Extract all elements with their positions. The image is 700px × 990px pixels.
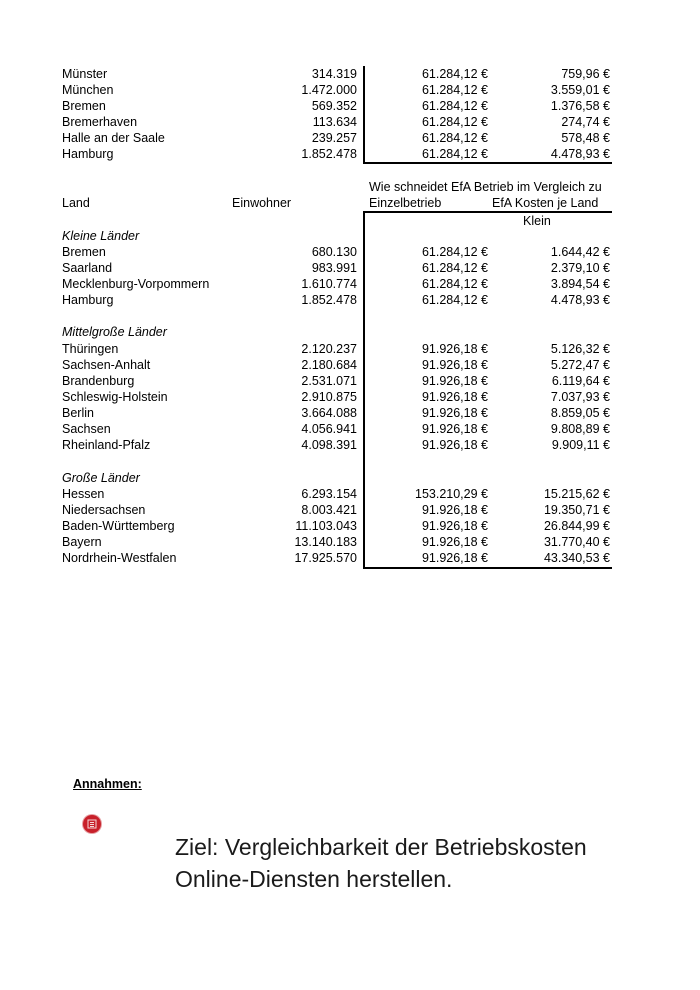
- row-efa: 61.284,12 €: [421, 115, 488, 129]
- row-cost: 9.808,89 €: [550, 422, 610, 436]
- table-row: [0, 550, 700, 566]
- row-population: 239.257: [311, 131, 357, 145]
- row-efa: 61.284,12 €: [421, 99, 488, 113]
- table-row: [0, 146, 700, 162]
- row-name: Bremerhaven: [62, 115, 138, 129]
- row-name: Schleswig-Holstein: [62, 390, 168, 404]
- row-population: 1.852.478: [301, 147, 357, 161]
- row-cost: 5.126,32 €: [550, 342, 610, 356]
- row-name: Berlin: [62, 406, 94, 420]
- row-cost: 19.350,71 €: [543, 503, 610, 517]
- row-name: Rheinland-Pfalz: [62, 438, 151, 452]
- row-name: Nordrhein-Westfalen: [62, 551, 177, 565]
- row-name: Sachsen-Anhalt: [62, 358, 151, 372]
- red-seal-icon: [83, 815, 101, 833]
- table-row: [0, 534, 700, 550]
- row-name: Hamburg: [62, 147, 114, 161]
- table-row: [0, 66, 700, 82]
- row-cost: 578,48 €: [561, 131, 610, 145]
- row-efa: 91.926,18 €: [421, 519, 488, 533]
- row-cost: 6.119,64 €: [551, 374, 610, 388]
- row-cost: 1.376,58 €: [550, 99, 610, 113]
- row-name: Sachsen: [62, 422, 111, 436]
- row-name: Niedersachsen: [62, 503, 146, 517]
- row-efa: 61.284,12 €: [421, 147, 488, 161]
- table-row: [0, 276, 700, 292]
- table-row: [0, 114, 700, 130]
- row-efa: 91.926,18 €: [421, 342, 488, 356]
- red-seal-icon-graphic: [83, 815, 101, 833]
- row-cost: 759,96 €: [561, 67, 610, 81]
- row-efa: 91.926,18 €: [421, 406, 488, 420]
- row-population: 314.319: [311, 67, 357, 81]
- row-name: Saarland: [62, 261, 113, 275]
- table-row: [0, 373, 700, 389]
- row-population: 1.852.478: [301, 293, 357, 307]
- row-name: Mecklenburg-Vorpommern: [62, 277, 210, 291]
- row-name: Hessen: [62, 487, 105, 501]
- table-row: [0, 357, 700, 373]
- row-cost: 2.379,10 €: [550, 261, 610, 275]
- row-efa: 61.284,12 €: [421, 131, 488, 145]
- row-name: Halle an der Saale: [62, 131, 165, 145]
- row-efa: 91.926,18 €: [421, 358, 488, 372]
- row-efa: 91.926,18 €: [421, 422, 488, 436]
- row-cost: 4.478,93 €: [550, 147, 610, 161]
- row-name: München: [62, 83, 114, 97]
- row-population: 2.531.071: [301, 374, 357, 388]
- row-population: 3.664.088: [301, 406, 357, 420]
- row-efa: 61.284,12 €: [421, 83, 488, 97]
- row-cost: 8.859,05 €: [550, 406, 610, 420]
- row-name: Thüringen: [62, 342, 119, 356]
- row-cost: 1.644,42 €: [550, 245, 610, 259]
- row-cost: 3.894,54 €: [550, 277, 610, 291]
- row-population: 4.098.391: [301, 438, 357, 452]
- group-title-row: [0, 324, 700, 340]
- row-population: 680.130: [311, 245, 357, 259]
- row-cost: 3.559,01 €: [550, 83, 610, 97]
- header-land: Land: [62, 196, 90, 210]
- annahmen-heading: Annahmen:: [73, 777, 142, 791]
- table-row: [0, 244, 700, 260]
- header-title: Wie schneidet EfA Betrieb im Vergleich zu: [369, 180, 602, 194]
- row-cost: 26.844,99 €: [543, 519, 610, 533]
- table-row: [0, 405, 700, 421]
- group-title-row: [0, 228, 700, 244]
- header-einzelbetrieb: Einzelbetrieb: [369, 196, 442, 210]
- row-population: 569.352: [311, 99, 357, 113]
- row-population: 11.103.043: [295, 519, 357, 533]
- group-title: Große Länder: [62, 471, 140, 485]
- row-population: 2.910.875: [301, 390, 357, 404]
- table-row: [0, 486, 700, 502]
- row-name: Brandenburg: [62, 374, 135, 388]
- row-population: 2.180.684: [301, 358, 357, 372]
- row-efa: 91.926,18 €: [421, 503, 488, 517]
- header-efa-kosten: EfA Kosten je Land: [492, 196, 599, 210]
- row-name: Baden-Württemberg: [62, 519, 175, 533]
- row-name: Bremen: [62, 245, 106, 259]
- row-efa: 61.284,12 €: [421, 67, 488, 81]
- row-cost: 43.340,53 €: [543, 551, 610, 565]
- row-cost: 9.909,11 €: [551, 438, 610, 452]
- table-row: [0, 292, 700, 308]
- table-row: [0, 341, 700, 357]
- row-population: 983.991: [311, 261, 357, 275]
- row-cost: 4.478,93 €: [550, 293, 610, 307]
- row-efa: 91.926,18 €: [421, 438, 488, 452]
- row-efa: 61.284,12 €: [421, 245, 488, 259]
- row-efa: 61.284,12 €: [421, 261, 488, 275]
- table-row: [0, 437, 700, 453]
- row-cost: 5.272,47 €: [550, 358, 610, 372]
- table-row: [0, 130, 700, 146]
- table-row: [0, 389, 700, 405]
- table-row: [0, 502, 700, 518]
- top-table-bottom-border: [363, 162, 612, 164]
- row-population: 8.003.421: [301, 503, 357, 517]
- group-title-row: [0, 470, 700, 486]
- row-population: 1.472.000: [301, 83, 357, 97]
- table-row: [0, 421, 700, 437]
- row-name: Bremen: [62, 99, 106, 113]
- row-cost: 15.215,62 €: [543, 487, 610, 501]
- row-population: 1.610.774: [301, 277, 357, 291]
- row-name: Hamburg: [62, 293, 114, 307]
- main-table-top-border: [363, 211, 612, 213]
- row-efa: 91.926,18 €: [421, 551, 488, 565]
- table-row: [0, 82, 700, 98]
- row-population: 6.293.154: [301, 487, 357, 501]
- row-name: Bayern: [62, 535, 102, 549]
- header-einwohner: Einwohner: [232, 196, 292, 210]
- row-population: 13.140.183: [294, 535, 357, 549]
- group-title: Kleine Länder: [62, 229, 140, 243]
- slide-goal-line-1: Ziel: Vergleichbarkeit der Betriebskosten: [175, 834, 587, 860]
- table-row: [0, 98, 700, 114]
- table-row: [0, 260, 700, 276]
- table-row: [0, 518, 700, 534]
- row-efa: 91.926,18 €: [421, 535, 488, 549]
- row-efa: 61.284,12 €: [421, 293, 488, 307]
- row-name: Münster: [62, 67, 108, 81]
- row-cost: 274,74 €: [561, 115, 610, 129]
- main-table-bottom-border: [363, 567, 612, 569]
- header-klein: Klein: [523, 214, 551, 228]
- row-population: 4.056.941: [301, 422, 357, 436]
- row-efa: 91.926,18 €: [421, 374, 488, 388]
- row-population: 17.925.570: [294, 551, 357, 565]
- row-cost: 7.037,93 €: [550, 390, 610, 404]
- row-cost: 31.770,40 €: [543, 535, 610, 549]
- row-efa: 61.284,12 €: [421, 277, 488, 291]
- row-population: 2.120.237: [301, 342, 357, 356]
- row-efa: 153.210,29 €: [415, 487, 488, 501]
- row-population: 113.634: [312, 115, 357, 129]
- slide-goal-line-2: Online-Diensten herstellen.: [175, 866, 453, 892]
- row-efa: 91.926,18 €: [421, 390, 488, 404]
- group-title: Mittelgroße Länder: [62, 325, 167, 339]
